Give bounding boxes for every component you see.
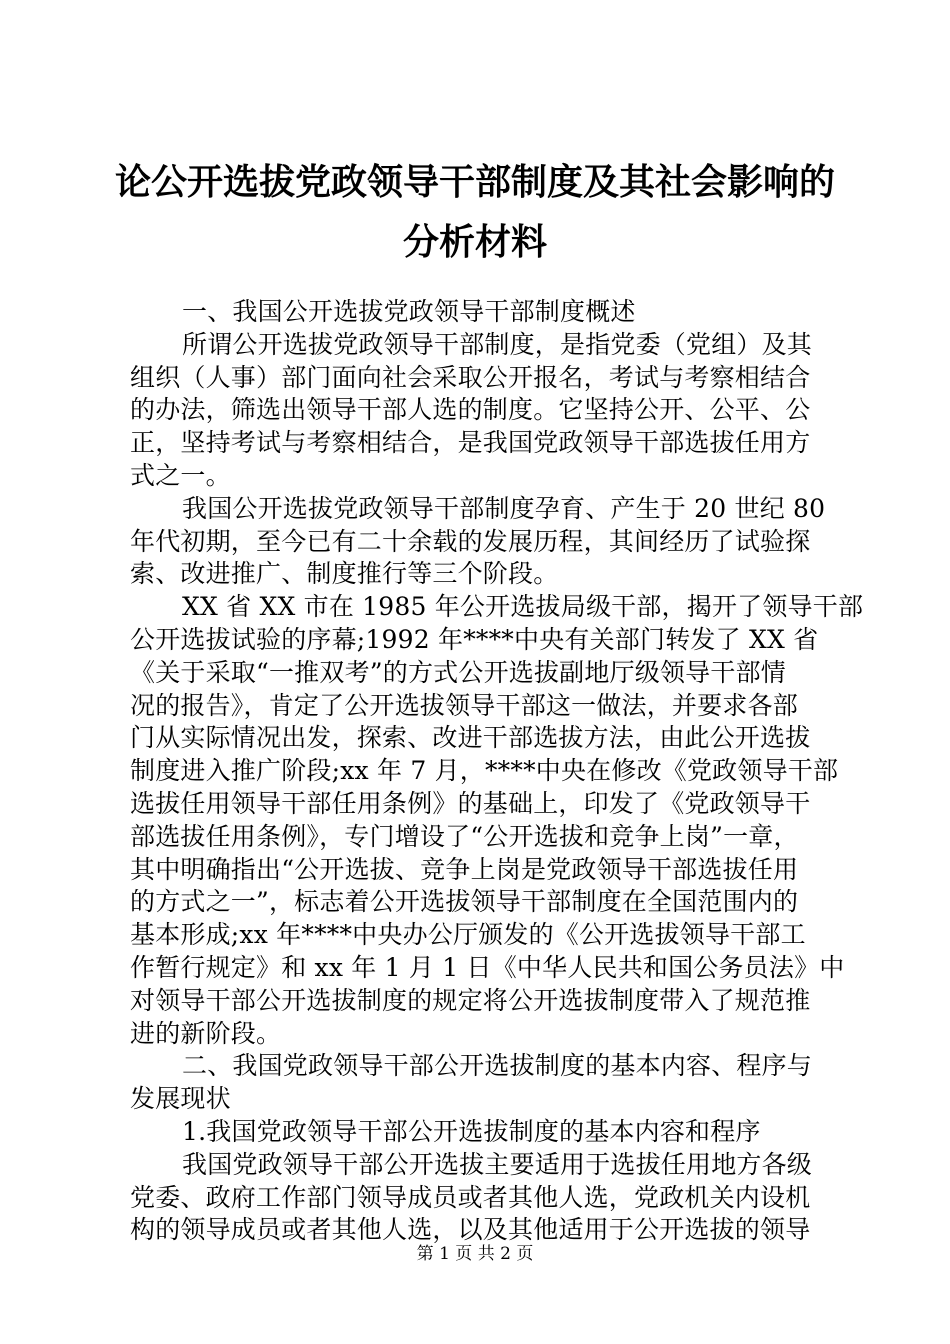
paragraph-line: 组织（人事）部门面向社会采取公开报名，考试与考察相结合	[130, 362, 811, 392]
section-heading-2-continued: 发展现状	[130, 1084, 231, 1114]
paragraph-line: 况的报告》，肯定了公开选拔领导干部这一做法，并要求各部	[130, 690, 798, 720]
paragraph-line: 作暂行规定》和 xx 年 1 月 1 日《中华人民共和国公务员法》中	[130, 952, 845, 982]
page-number-footer: 第 1 页 共 2 页	[416, 1244, 534, 1264]
paragraph-line: 所谓公开选拔党政领导干部制度，是指党委（党组）及其	[182, 329, 813, 359]
paragraph-line: 党委、政府工作部门领导成员或者其他人选，党政机关内设机	[130, 1182, 811, 1212]
section-heading-2: 二、我国党政领导干部公开选拔制度的基本内容、程序与	[182, 1051, 813, 1081]
paragraph-line: XX 省 XX 市在 1985 年公开选拔局级干部，揭开了领导干部	[182, 592, 864, 622]
document-title-line-1: 论公开选拔党政领导干部制度及其社会影响的	[114, 162, 835, 203]
paragraph-line: 部选拔任用条例》，专门增设了“公开选拔和竞争上岗”一章，	[130, 821, 799, 851]
document-body	[130, 296, 864, 1247]
paragraph-line: 的办法，筛选出领导干部人选的制度。它坚持公开、公平、公	[130, 395, 811, 425]
paragraph-line: 选拔任用领导干部任用条例》的基础上，印发了《党政领导干	[130, 788, 811, 818]
paragraph-line: 构的领导成员或者其他人选，以及其他适用于公开选拔的领导	[130, 1215, 811, 1245]
paragraph-line: 的方式之一”，标志着公开选拔领导干部制度在全国范围内的	[130, 887, 799, 917]
document-title-line-2: 分析材料	[402, 222, 547, 263]
paragraph-line: 正，坚持考试与考察相结合，是我国党政领导干部选拔任用方	[130, 428, 811, 458]
paragraph-line: 《关于采取“一推双考”的方式公开选拔副地厅级领导干部情	[130, 657, 786, 687]
paragraph-line: 制度进入推广阶段;xx 年 7 月，****中央在修改《党政领导干部	[130, 756, 839, 786]
paragraph-line: 公开选拔试验的序幕;1992 年****中央有关部门转发了 XX 省	[130, 624, 819, 654]
paragraph-line: 其中明确指出“公开选拔、竞争上岗是党政领导干部选拔任用	[130, 854, 799, 884]
paragraph-line: 对领导干部公开选拔制度的规定将公开选拔制度带入了规范推	[130, 985, 811, 1015]
paragraph-line: 进的新阶段。	[130, 1018, 282, 1048]
paragraph-line: 我国公开选拔党政领导干部制度孕育、产生于 20 世纪 80	[182, 493, 826, 523]
paragraph-line: 基本形成;xx 年****中央办公厅颁发的《公开选拔领导干部工	[130, 920, 806, 950]
paragraph-line: 式之一。	[130, 460, 231, 490]
paragraph-line: 门从实际情况出发，探索、改进干部选拔方法，由此公开选拔	[130, 723, 811, 753]
paragraph-line: 索、改进推广、制度推行等三个阶段。	[130, 559, 559, 589]
paragraph-line: 我国党政领导干部公开选拔主要适用于选拔任用地方各级	[182, 1149, 813, 1179]
section-heading-1: 一、我国公开选拔党政领导干部制度概述	[182, 297, 636, 326]
subsection-heading: 1.我国党政领导干部公开选拔制度的基本内容和程序	[182, 1116, 761, 1146]
paragraph-line: 年代初期，至今已有二十余载的发展历程，其间经历了试验探	[130, 526, 811, 556]
